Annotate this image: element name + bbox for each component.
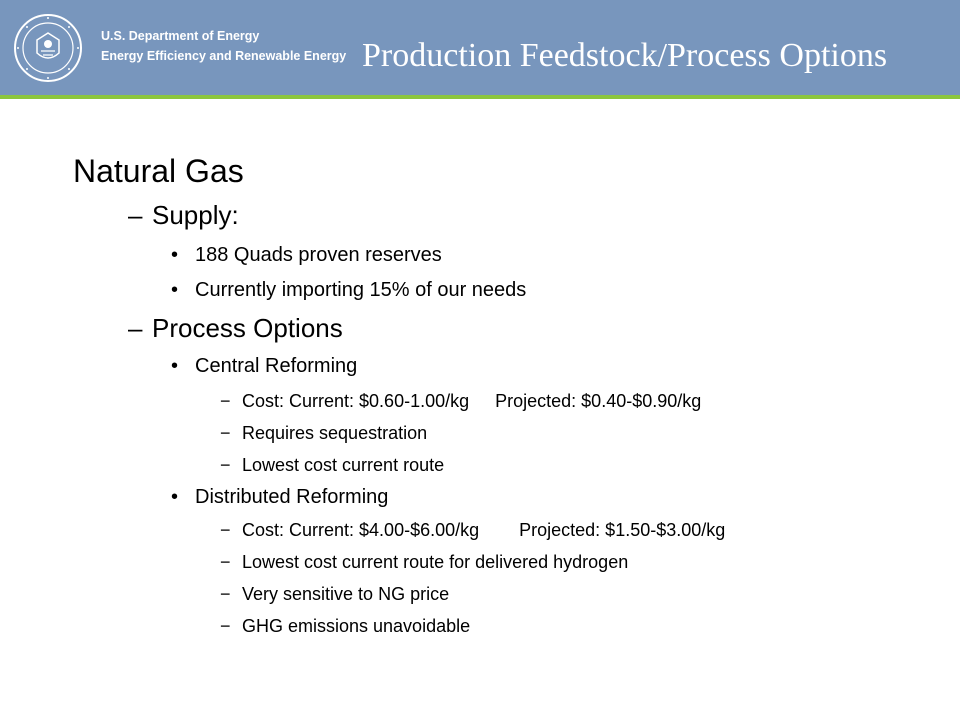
list-item-distributed-cost — [220, 520, 725, 541]
list-item-supply — [128, 200, 239, 231]
list-item-text: Requires sequestration — [242, 423, 428, 443]
list-item-text: GHG emissions unavoidable — [242, 616, 471, 636]
dash-marker: – — [128, 200, 143, 230]
heading-natural-gas: Natural Gas — [73, 153, 244, 189]
list-item — [220, 455, 444, 476]
central-cost-current: Cost: Current: $0.60-1.00/kg — [242, 391, 470, 411]
dash-marker: – — [128, 313, 143, 343]
supply-label: Supply: — [152, 200, 239, 230]
dash-marker: − — [220, 455, 231, 475]
organization-name — [101, 28, 346, 64]
list-item-text: Very sensitive to NG price — [242, 584, 450, 604]
slide-title: Production Feedstock/Process Options — [362, 37, 888, 74]
dash-marker: − — [220, 584, 231, 604]
doe-seal-logo — [13, 13, 83, 83]
list-item-text: Currently importing 15% of our needs — [195, 279, 527, 301]
bullet-marker: • — [171, 486, 179, 508]
list-item-process-options — [128, 313, 343, 344]
list-item — [220, 552, 628, 573]
distributed-reforming-label: Distributed Reforming — [195, 486, 389, 508]
list-item-distributed-reforming — [171, 486, 388, 509]
org-line-1: U.S. Department of Energy — [101, 29, 260, 43]
list-item — [171, 244, 442, 267]
dash-marker: − — [220, 520, 231, 540]
central-cost-projected: Projected: $0.40-$0.90/kg — [495, 391, 702, 411]
dash-marker: − — [220, 552, 231, 572]
list-item-central-reforming — [171, 355, 357, 378]
header-accent-line — [0, 95, 960, 99]
dash-marker: − — [220, 391, 231, 411]
distributed-cost-projected: Projected: $1.50-$3.00/kg — [519, 520, 726, 540]
list-item-text: Lowest cost current route — [242, 455, 445, 475]
bullet-marker: • — [171, 279, 179, 301]
central-reforming-label: Central Reforming — [195, 355, 358, 377]
list-item — [171, 279, 526, 302]
dash-marker: − — [220, 616, 231, 636]
process-options-label: Process Options — [152, 313, 343, 343]
list-item — [220, 616, 470, 637]
list-item-text: Lowest cost current route for delivered hydrogen — [242, 552, 629, 572]
org-line-2: Energy Efficiency and Renewable Energy — [101, 49, 347, 63]
bullet-marker: • — [171, 244, 179, 266]
distributed-cost-current: Cost: Current: $4.00-$6.00/kg — [242, 520, 480, 540]
dash-marker: − — [220, 423, 231, 443]
list-item — [220, 584, 449, 605]
list-item — [220, 423, 427, 444]
list-item-central-cost — [220, 391, 701, 412]
list-item-text: 188 Quads proven reserves — [195, 244, 442, 266]
bullet-marker: • — [171, 355, 179, 377]
